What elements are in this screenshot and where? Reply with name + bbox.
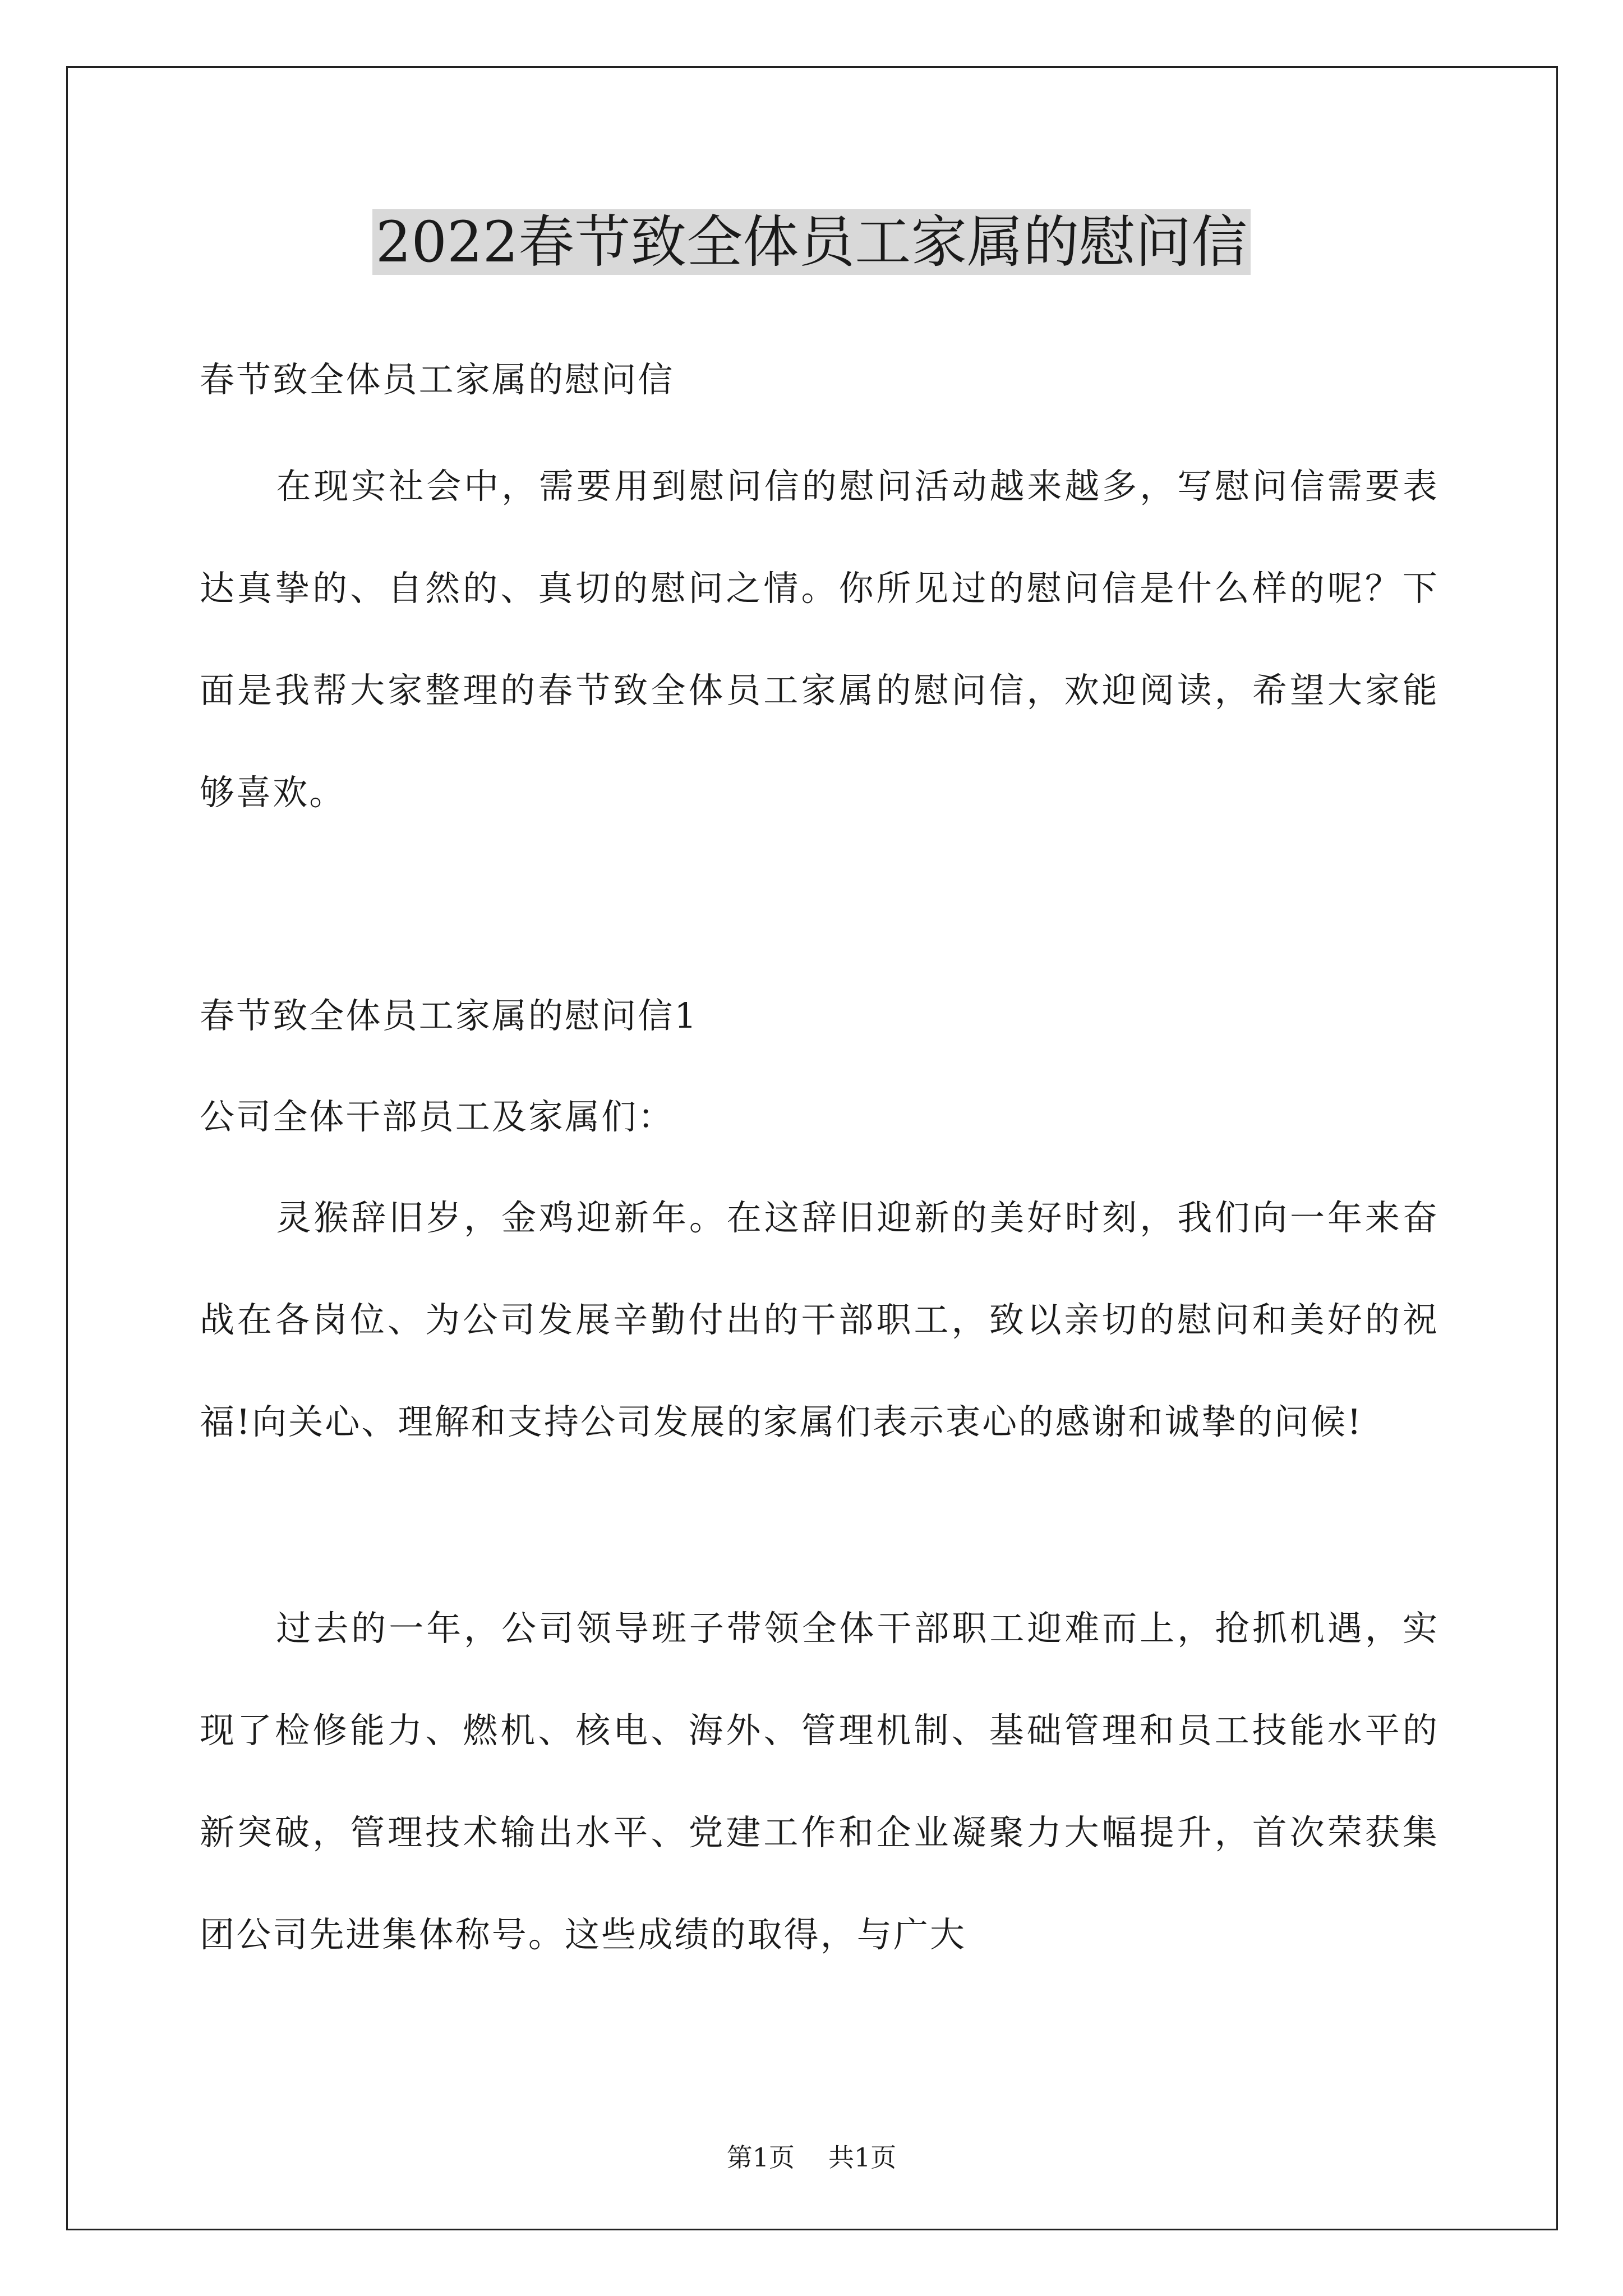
document-subtitle: 春节致全体员工家属的慰问信 — [200, 359, 675, 400]
document-title-text: 2022春节致全体员工家属的慰问信 — [372, 209, 1251, 275]
intro-paragraph: 在现实社会中，需要用到慰问信的慰问活动越来越多，写慰问信需要表达真挚的、自然的、真切的慰问之情。你所见过的慰问信是什么样的呢？下面是我帮大家整理的春节致全体员工家属的慰问信，欢迎阅读，希望大家能够喜欢。 — [200, 466, 1439, 813]
body-paragraph-2: 过去的一年，公司领导班子带领全体干部职工迎难而上，抢抓机遇，实现了检修能力、燃机、核电、海外、管理机制、基础管理和员工技能水平的新突破，管理技术输出水平、党建工作和企业凝聚力大幅提升，首次荣获集团公司先进集体称号。这些成绩的取得，与广大 — [200, 1608, 1439, 1955]
body-paragraph-1: 灵猴辞旧岁，金鸡迎新年。在这辞旧迎新的美好时刻，我们向一年来奋战在各岗位、为公司发展辛勤付出的干部职工，致以亲切的慰问和美好的祝福!向关心、理解和支持公司发展的家属们表示衷心的感谢和诚挚的问候! — [200, 1197, 1439, 1442]
page-number: 第1页 — [726, 2142, 795, 2173]
page-footer — [0, 2137, 1623, 2174]
page-total: 共1页 — [828, 2142, 897, 2173]
section-heading: 春节致全体员工家属的慰问信1 — [200, 995, 698, 1036]
salutation: 公司全体干部员工及家属们： — [200, 1096, 675, 1137]
document-title — [0, 203, 1623, 282]
